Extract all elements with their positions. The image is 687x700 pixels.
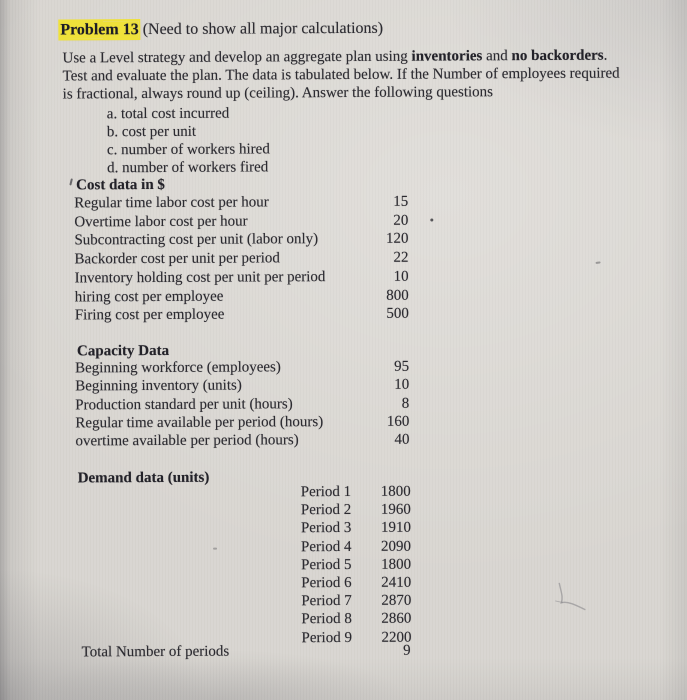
cost-row-label: Overtime labor cost per hour <box>74 213 248 231</box>
intro-no-backorders-bold: no backorders <box>511 47 604 65</box>
stray-tick-mark <box>69 178 73 185</box>
cost-row-label: Subcontracting cost per unit (labor only) <box>74 231 319 249</box>
capacity-row-label: Beginning inventory (units) <box>75 377 242 395</box>
demand-row-value: 1910 <box>380 520 411 537</box>
ink-speck <box>595 261 600 264</box>
cost-row <box>74 211 408 231</box>
cost-row-label: Inventory holding cost per unit per period <box>74 268 326 287</box>
demand-row-value: 2410 <box>381 574 412 591</box>
demand-data-table <box>301 483 412 647</box>
demand-data-heading: Demand data (units) <box>77 469 210 487</box>
demand-row-label: Period 9 <box>301 629 352 646</box>
cost-row <box>75 286 409 306</box>
capacity-row-value: 95 <box>394 358 410 375</box>
capacity-row <box>75 431 409 451</box>
cost-row-value: 22 <box>393 249 409 266</box>
cost-row <box>75 267 409 287</box>
capacity-row-label: Production standard per unit (hours) <box>75 395 293 413</box>
cost-row <box>74 193 408 213</box>
capacity-data-table <box>75 358 409 451</box>
demand-row-label: Period 2 <box>300 502 352 519</box>
question-list <box>107 104 270 177</box>
cost-data-heading: Cost data in $ <box>76 176 165 194</box>
problem-title-rest: (Need to show all major calculations) <box>138 19 384 39</box>
capacity-row-value: 40 <box>394 431 410 448</box>
question-item-d: d. number of workers fired <box>107 159 269 177</box>
capacity-row <box>75 358 409 378</box>
demand-row <box>301 610 411 629</box>
question-item-a: a. total cost incurred <box>106 105 230 123</box>
demand-row <box>301 592 411 611</box>
demand-row-label: Period 3 <box>300 520 352 537</box>
demand-row-value: 2860 <box>381 611 412 628</box>
capacity-row <box>75 413 409 433</box>
demand-row <box>301 574 411 593</box>
demand-row-value: 1960 <box>380 501 411 519</box>
demand-row-value: 1800 <box>380 483 411 500</box>
cost-row <box>75 305 409 325</box>
capacity-row-label: Beginning workforce (employees) <box>75 359 281 377</box>
capacity-row-label: Regular time available per period (hours) <box>75 413 324 432</box>
intro-inventories-bold: inventories <box>411 48 483 65</box>
cost-row-value: 20 <box>393 212 409 229</box>
intro-seg5: . Test and evaluate the plan. The data is tabulated below. If the Number of employees required is fractional, always round up (ceiling). Answer the following questions <box>62 47 620 103</box>
question-item-b: b. cost per unit <box>106 123 197 141</box>
cost-row-value: 15 <box>393 193 409 210</box>
ink-speck <box>430 219 433 222</box>
cost-row-label: Regular time labor cost per hour <box>74 194 269 212</box>
demand-row <box>301 537 411 556</box>
demand-row-value: 1800 <box>381 556 412 573</box>
paper-crease-mark <box>541 579 611 629</box>
demand-row <box>301 501 411 520</box>
total-periods-row <box>82 642 411 662</box>
capacity-row <box>75 394 409 414</box>
demand-row-label: Period 4 <box>300 538 352 555</box>
capacity-row <box>75 376 409 396</box>
demand-row-label: Period 1 <box>300 483 352 501</box>
question-item-c: c. number of workers hired <box>106 141 270 159</box>
capacity-row-value: 8 <box>401 395 410 412</box>
cost-row-label: Firing cost per employee <box>74 306 225 324</box>
capacity-row-label: overtime available per period (hours) <box>75 432 299 450</box>
problem-title <box>60 20 383 40</box>
demand-row-label: Period 8 <box>301 611 352 628</box>
cost-data-table <box>74 193 409 326</box>
cost-row <box>74 230 408 250</box>
ink-speck <box>213 548 217 550</box>
cost-row <box>74 249 408 269</box>
demand-row-label: Period 5 <box>301 556 352 574</box>
demand-row-label: Period 7 <box>301 593 352 610</box>
demand-row <box>301 519 411 538</box>
capacity-row-value: 160 <box>386 413 410 430</box>
demand-row-value: 2090 <box>380 538 412 555</box>
intro-seg1: Use a Level strategy and develop an aggregate plan using <box>62 48 412 67</box>
cost-row-label: hiring cost per employee <box>74 288 224 305</box>
cost-row-label: Backorder cost per unit per period <box>74 250 280 268</box>
demand-row-value: 2870 <box>381 592 412 610</box>
intro-paragraph <box>62 47 628 105</box>
capacity-row-value: 10 <box>394 376 410 394</box>
demand-row-value: 2200 <box>381 629 412 646</box>
cost-row-value: 800 <box>386 287 409 304</box>
total-periods-label: Total Number of periods <box>81 643 230 661</box>
problem-title-highlight: Problem 13 <box>60 21 139 39</box>
demand-row <box>301 483 411 502</box>
demand-row <box>301 555 411 574</box>
cost-row-value: 10 <box>393 268 409 285</box>
total-periods-value: 9 <box>403 642 411 659</box>
cost-row-value: 120 <box>385 231 409 248</box>
cost-row-value: 500 <box>386 305 409 322</box>
capacity-data-heading: Capacity Data <box>76 342 170 360</box>
intro-seg3: and <box>482 48 512 65</box>
demand-row-label: Period 6 <box>301 574 352 592</box>
